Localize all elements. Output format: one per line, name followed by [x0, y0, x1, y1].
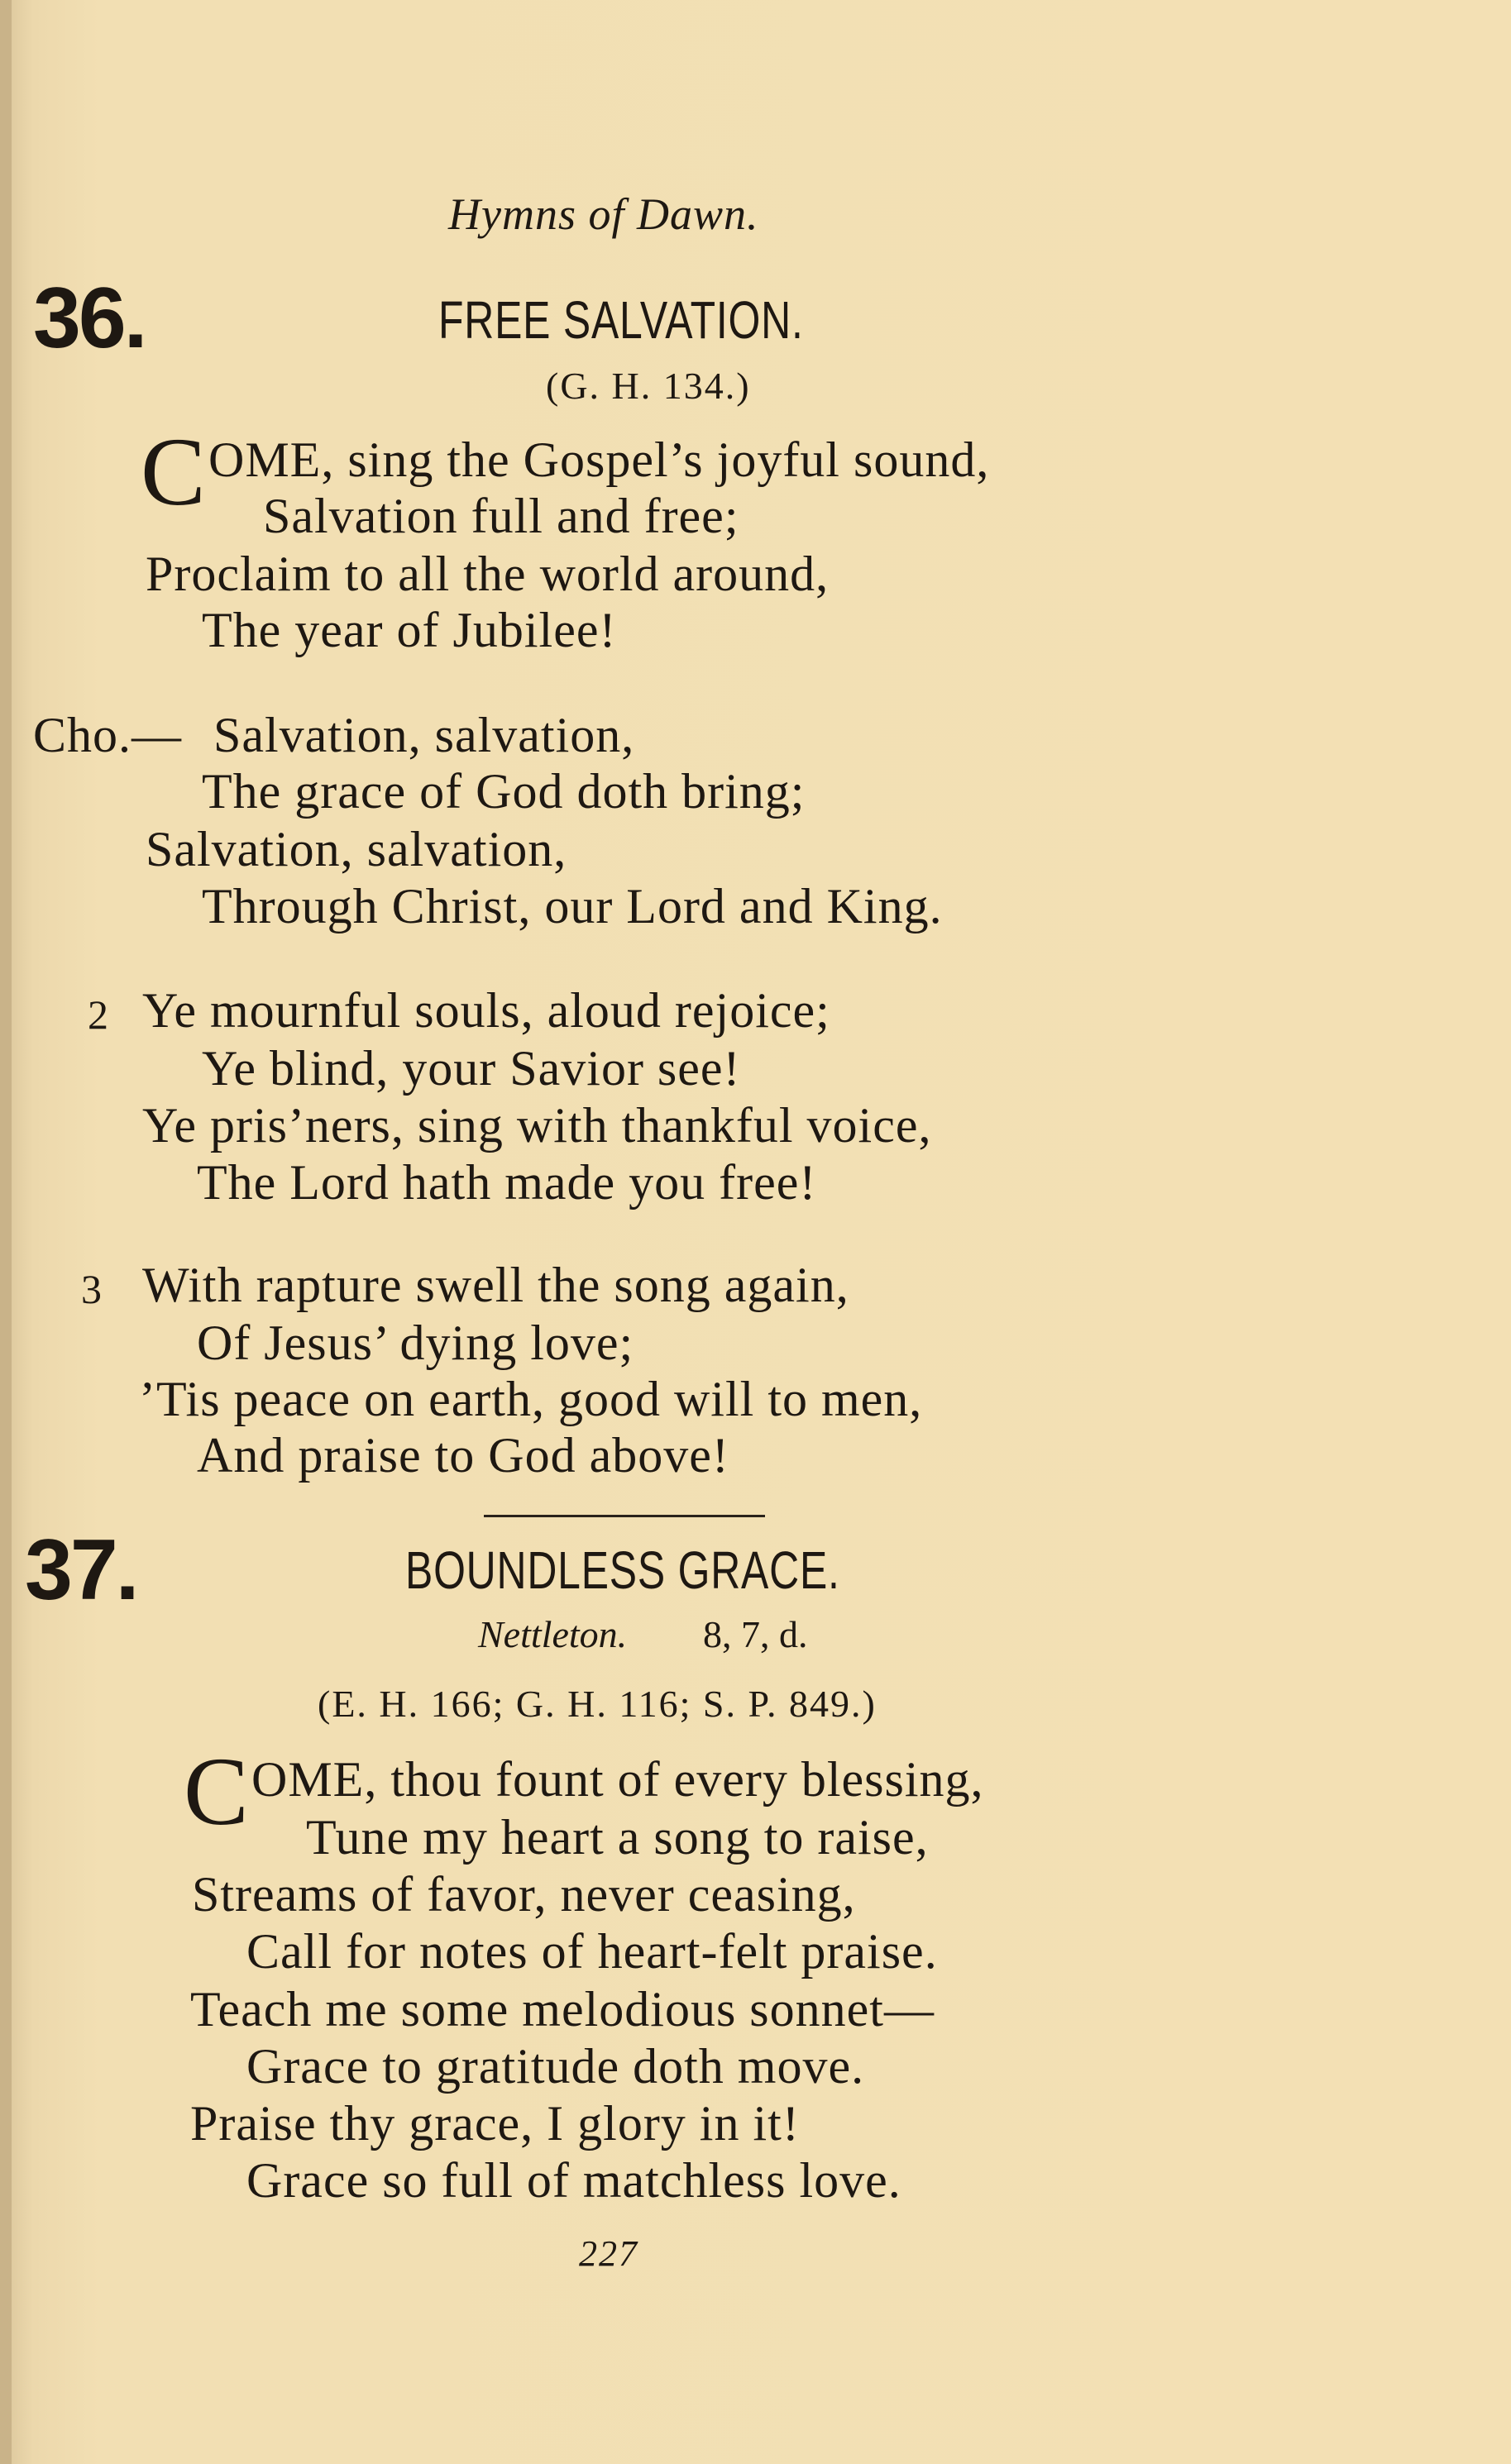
verse-line: ’Tis peace on earth, good will to men,: [139, 1372, 923, 1426]
hymn-title: FREE SALVATION.: [438, 290, 804, 350]
verse-line: Proclaim to all the world around,: [146, 547, 830, 601]
running-head: Hymns of Dawn.: [448, 189, 759, 239]
verse-line: Ye mournful souls, aloud rejoice;: [142, 983, 830, 1038]
meter: 8, 7, d.: [703, 1613, 808, 1655]
verse-number: 3: [81, 1266, 102, 1312]
verse-line: Grace to gratitude doth move.: [246, 2039, 865, 2094]
divider-rule: [484, 1515, 765, 1517]
drop-cap: C: [141, 418, 206, 526]
verse-line: With rapture swell the song again,: [142, 1258, 849, 1312]
verse-line: Praise thy grace, I glory in it!: [190, 2096, 800, 2151]
verse-line: Salvation full and free;: [263, 489, 739, 543]
verse-line: Ye pris’ners, sing with thankful voice,: [142, 1098, 932, 1153]
hymn-number: 37.: [25, 1522, 137, 1618]
chorus-line: The grace of God doth bring;: [202, 764, 806, 819]
verse-line: Of Jesus’ dying love;: [197, 1316, 634, 1370]
verse-line: Grace so full of matchless love.: [246, 2153, 901, 2208]
verse-line: Ye blind, your Savior see!: [202, 1041, 741, 1096]
hymn-title: BOUNDLESS GRACE.: [405, 1540, 840, 1600]
verse-line: The year of Jubilee!: [202, 603, 617, 657]
hymn-reference: (E. H. 166; G. H. 116; S. P. 849.): [318, 1683, 877, 1725]
chorus-line: Through Christ, our Lord and King.: [202, 879, 943, 934]
verse-line: OME, thou fount of every blessing,: [251, 1752, 984, 1807]
verse-line: The Lord hath made you free!: [197, 1155, 817, 1210]
hymn-number: 36.: [33, 270, 146, 366]
chorus-line: Salvation, salvation,: [146, 822, 567, 876]
hymn-reference: (G. H. 134.): [546, 365, 751, 407]
verse-line: OME, sing the Gospel’s joyful sound,: [208, 432, 990, 487]
tune-name: Nettleton.: [478, 1613, 628, 1655]
page-number: 227: [579, 2233, 638, 2274]
chorus-line: Salvation, salvation,: [213, 708, 635, 762]
verse-line: Teach me some melodious sonnet—: [190, 1982, 935, 2037]
verse-line: Streams of favor, never ceasing,: [192, 1867, 856, 1922]
verse-line: Tune my heart a song to raise,: [306, 1810, 929, 1865]
verse-line: And praise to God above!: [197, 1428, 729, 1483]
verse-number: 2: [88, 991, 108, 1038]
verse-line: Call for notes of heart-felt praise.: [246, 1924, 938, 1979]
chorus-label: Cho.—: [33, 708, 183, 762]
page-edge: [0, 0, 12, 2464]
drop-cap: C: [184, 1737, 249, 1846]
